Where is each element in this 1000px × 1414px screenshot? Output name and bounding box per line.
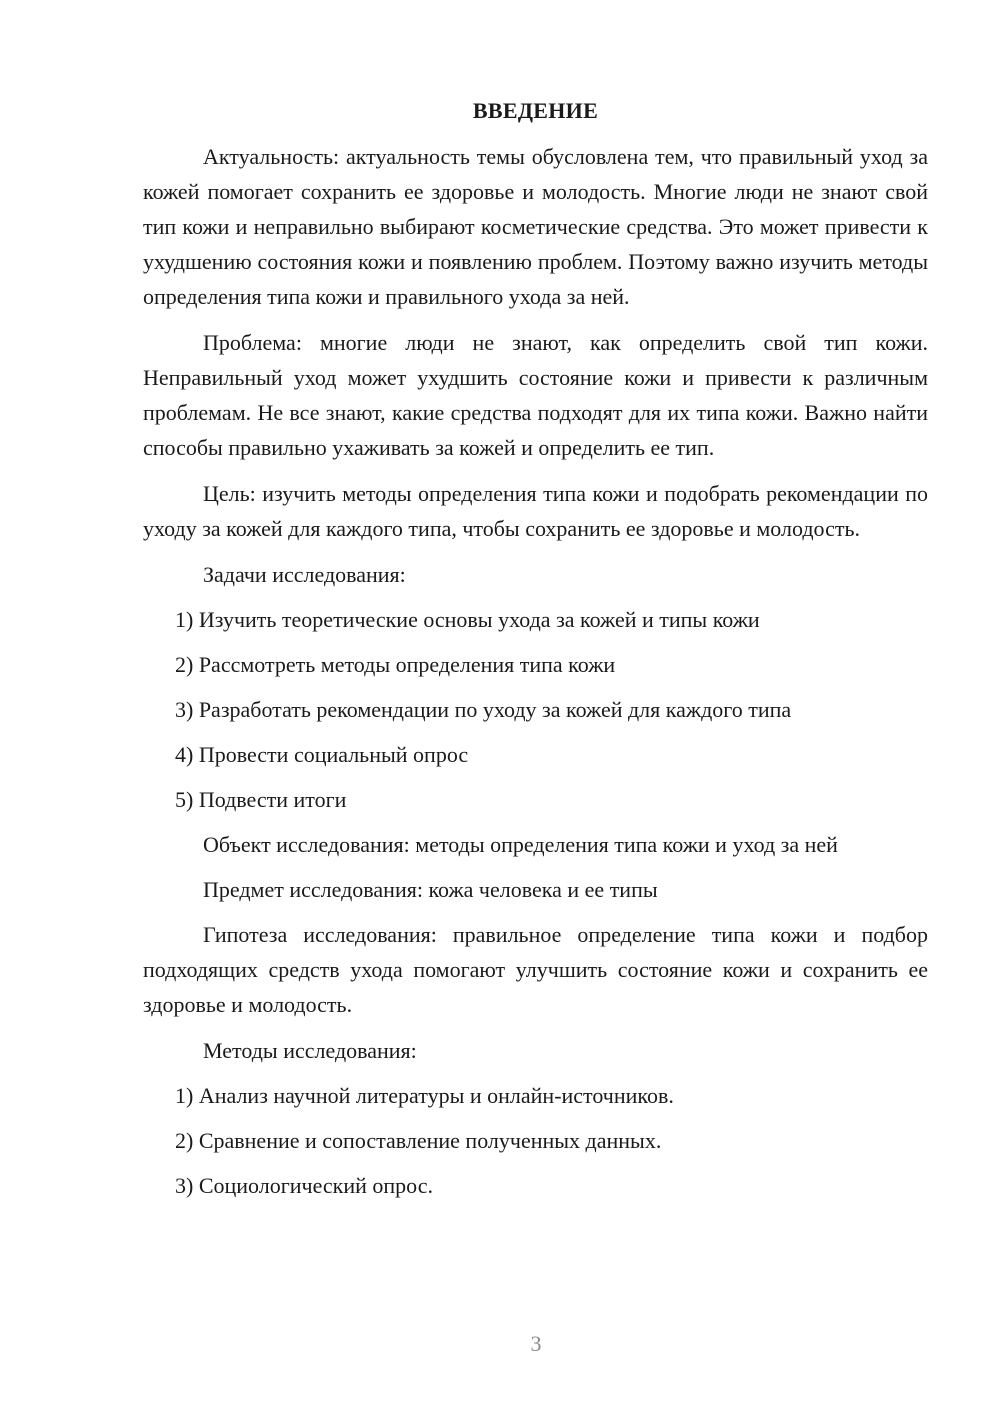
methods-list — [143, 1078, 928, 1203]
tasks-title: Задачи исследования: — [203, 562, 406, 587]
list-item: 2) Рассмотреть методы определения типа кожи — [175, 652, 616, 677]
tasks-list — [143, 602, 928, 817]
list-item: 1) Изучить теоретические основы ухода за кожей и типы кожи — [175, 607, 760, 632]
research-object: Объект исследования: методы определения типа кожи и уход за ней — [203, 832, 838, 857]
methods-title: Методы исследования: — [203, 1038, 417, 1063]
page-number: 3 — [530, 1331, 542, 1356]
list-item: 2) Сравнение и сопоставление полученных данных. — [175, 1128, 662, 1153]
research-subject: Предмет исследования: кожа человека и ее типы — [203, 877, 658, 902]
relevance-paragraph: Актуальность: актуальность темы обусловлена тем, что правильный уход за кожей помогает сохранить ее здоровье и молодость. Многие люди не знают свой тип кожи и неправильно выбирают косметические средства. Это может привести к ухудшению состояния кожи и появлению проблем. Поэтому важно изучить методы определения типа кожи и правильного ухода за ней. — [143, 144, 928, 309]
document-body — [143, 96, 928, 1213]
list-item: 3) Разработать рекомендации по уходу за кожей для каждого типа — [175, 697, 792, 722]
goal-paragraph: Цель: изучить методы определения типа кожи и подобрать рекомендации по уходу за кожей для каждого типа, чтобы сохранить ее здоровье и молодость. — [143, 481, 928, 541]
list-item: 5) Подвести итоги — [175, 787, 347, 812]
hypothesis-paragraph: Гипотеза исследования: правильное определение типа кожи и подбор подходящих средств ухода помогают улучшить состояние кожи и сохранить ее здоровье и молодость. — [143, 922, 928, 1017]
problem-paragraph: Проблема: многие люди не знают, как определить свой тип кожи. Неправильный уход может ухудшить состояние кожи и привести к различным проблемам. Не все знают, какие средства подходят для их типа кожи. Важно найти способы правильно ухаживать за кожей и определить ее тип. — [143, 330, 928, 460]
list-item: 4) Провести социальный опрос — [175, 742, 469, 767]
list-item: 3) Социологический опрос. — [175, 1173, 433, 1198]
list-item: 1) Анализ научной литературы и онлайн-источников. — [175, 1083, 674, 1108]
section-heading: ВВЕДЕНИЕ — [472, 98, 599, 123]
